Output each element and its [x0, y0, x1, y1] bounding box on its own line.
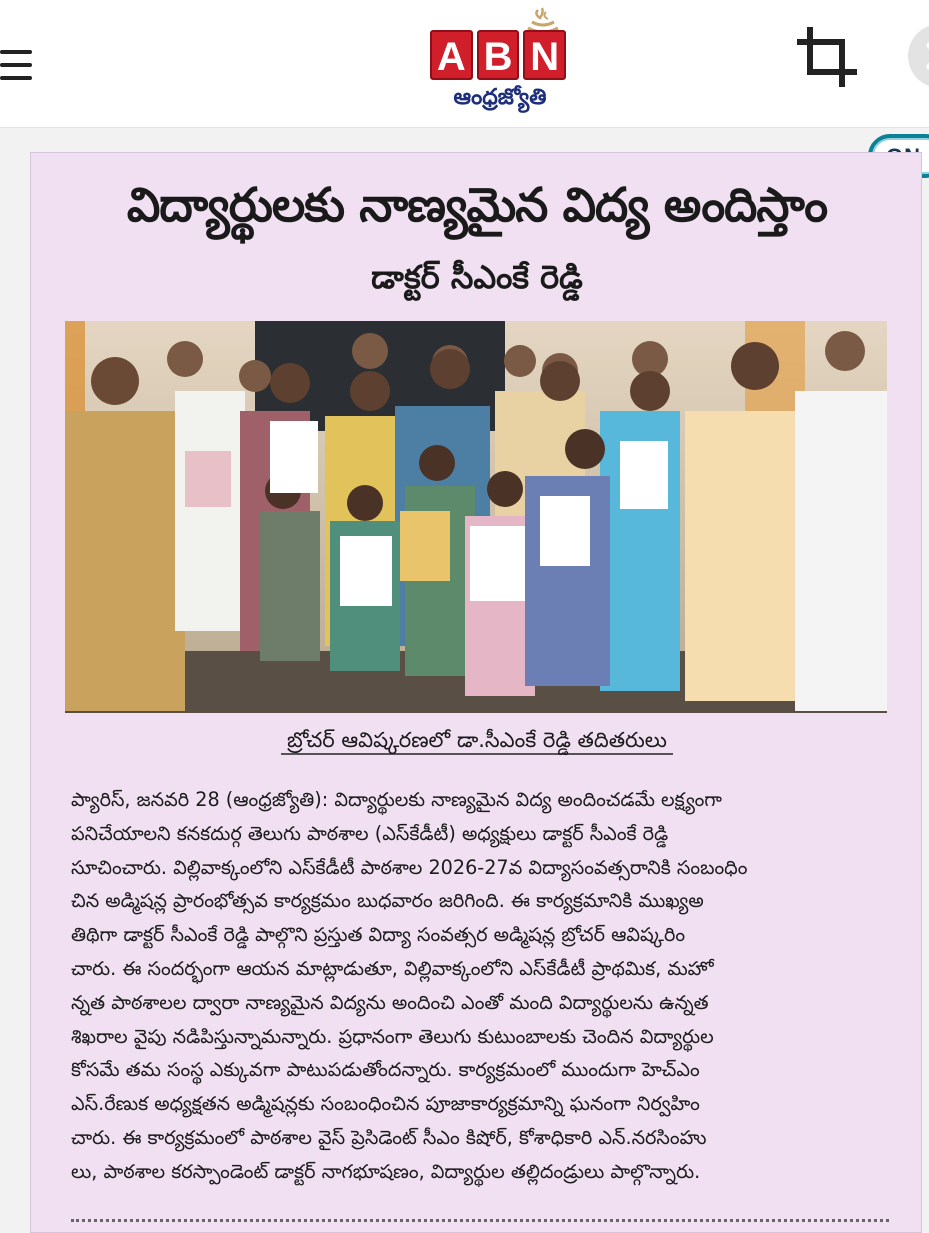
article-subheadline: డాక్టర్ సీఎంకే రెడ్డి [371, 258, 583, 296]
body-line: సూచించారు. విల్లివాక్కంలోని ఎస్‌కేడీటీ పాఠశాల 2026-27వ విద్యాసంవత్సరానికి సంబంధిం [71, 855, 748, 879]
group-photo [65, 321, 887, 713]
body-line: పనిచేయాలని కనకదుర్గ తెలుగు పాఠశాల (ఎస్‌కేడీటీ) అధ్యక్షులు డాక్టర్ సీఎంకే రెడ్డి [71, 821, 669, 845]
article-body [71, 783, 889, 1189]
crop-icon[interactable] [796, 26, 858, 88]
steam-cup-icon [522, 6, 564, 32]
body-line: కోసమే తమ సంస్థ ఎక్కువగా పాటుపడుతోందన్నారు. కార్యక్రమంలో ముందుగా హెచ్‌ఎం [71, 1058, 700, 1082]
body-line: ఎస్.రేణుక అధ్యక్షతన అడ్మిషన్లకు సంబంధించిన పూజాకార్యక్రమాన్ని ఘనంగా నిర్వహిం [71, 1092, 700, 1116]
photo-caption-text: బ్రోచర్ ఆవిష్కరణలో డా.సీఎంకే రెడ్డి తదితరులు [281, 728, 673, 755]
body-line: చారు. ఈ కార్యక్రమంలో పాఠశాల వైస్ ప్రెసిడెంట్ సీఎం కిషోర్, కోశాధికారి ఎన్.నరసింహు [71, 1125, 707, 1149]
body-line: చిన అడ్మిషన్ల ప్రారంభోత్సవ కార్యక్రమం బుధవారం జరిగింది. ఈ కార్యక్రమానికి ముఖ్యఅ [71, 889, 704, 913]
body-line: న్నత పాఠశాలల ద్వారా నాణ్యమైన విద్యను అందించి ఎంతో మంది విద్యార్థులను ఉన్నత [71, 990, 709, 1014]
logo-letter-n: N [523, 30, 566, 80]
body-line: లు, పాఠశాల కరస్పాండెంట్ డాక్టర్ నాగభూషణం, విద్యార్థుల తల్లిదండ్రులు పాల్గొన్నారు. [71, 1159, 701, 1183]
photo-caption [31, 723, 922, 757]
body-line: తిథిగా డాక్టర్ సీఎంకే రెడ్డి పాల్గొని ప్రస్తుత విద్యా సంవత్సర అడ్మిషన్ల బ్రోచర్ ఆవిష్కరిం [71, 923, 686, 947]
body-line: చారు. ఈ సందర్భంగా ఆయన మాట్లాడుతూ, విల్లివాక్కంలోని ఎస్‌కేడీటీ ప్రాథమిక, మహో [71, 956, 714, 980]
body-line: ప్యారిస్, జనవరి 28 (ఆంధ్రజ్యోతి): విద్యార్థులకు నాణ్యమైన విద్య అందించడమే లక్ష్యంగా [71, 788, 722, 811]
logo-letter-a: A [430, 30, 473, 80]
article-end-divider [71, 1219, 889, 1222]
hamburger-menu-icon[interactable] [0, 46, 34, 86]
logo-subtitle: ఆంధ్రజ్యోతి [453, 85, 547, 110]
logo-letter-b: B [477, 30, 520, 80]
article-headline: విద్యార్థులకు నాణ్యమైన విద్య అందిస్తాం [126, 178, 828, 233]
close-icon[interactable] [908, 24, 929, 88]
body-line: శిఖరాల వైపు నడిపిస్తున్నామన్నారు. ప్రధానంగా తెలుగు కుటుంబాలకు చెందిన విద్యార్థుల [71, 1024, 714, 1048]
abn-andhrajyothy-logo[interactable] [430, 6, 570, 114]
logo-letters [430, 30, 566, 80]
top-app-bar [0, 0, 929, 128]
news-clipping [30, 152, 922, 1233]
